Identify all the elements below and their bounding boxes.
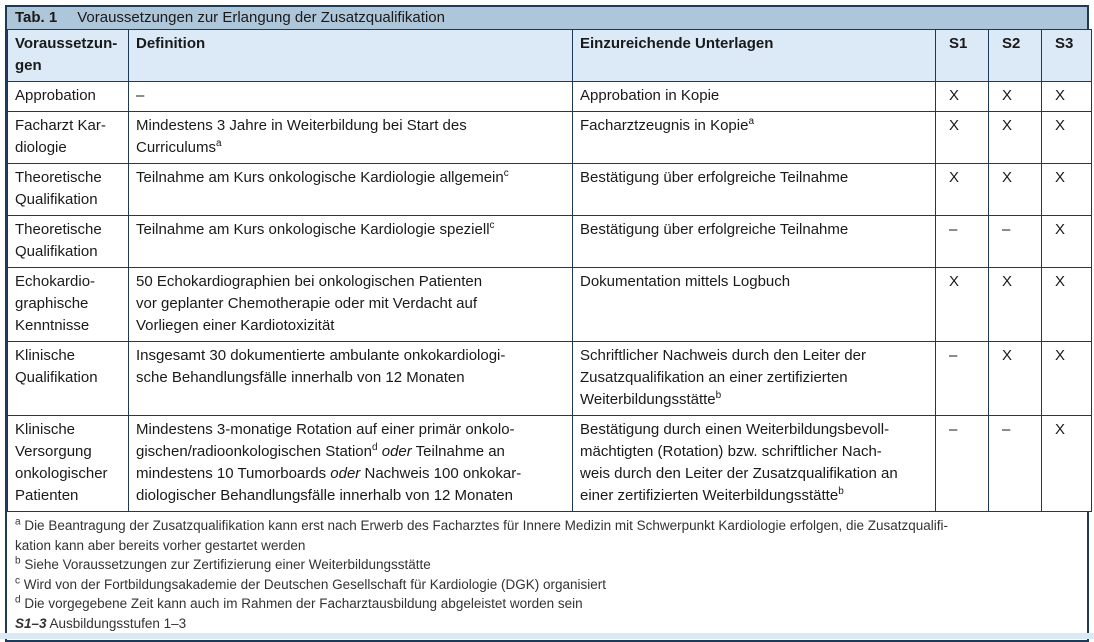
cell-s3-mark: X xyxy=(1042,164,1092,216)
footnotes xyxy=(7,512,1087,640)
table-body xyxy=(8,82,1092,512)
cell-s2-mark: X xyxy=(989,342,1042,416)
cell-s2-mark: X xyxy=(989,268,1042,342)
cell-voraussetzung: Approbation xyxy=(8,82,129,112)
cell-s3-mark: X xyxy=(1042,268,1092,342)
requirements-table xyxy=(7,29,1092,512)
cell-s1-mark: – xyxy=(936,416,989,512)
bottom-strip xyxy=(0,633,1094,639)
cell-definition: Mindestens 3 Jahre in Weiterbildung bei Start des Curriculums$^a$ xyxy=(129,112,573,164)
column-header-voraussetzungen: Voraussetzun- gen xyxy=(8,30,129,82)
cell-voraussetzung: Klinische Qualifikation xyxy=(8,342,129,416)
table-row xyxy=(8,216,1092,268)
cell-s1-mark: X xyxy=(936,268,989,342)
cell-voraussetzung: Echokardio- graphische Kenntnisse xyxy=(8,268,129,342)
cell-definition: Mindestens 3-monatige Rotation auf einer primär onkolo- gischen/radioonkologischen Station$^d$ oder Teilnahme an mindestens 10 Tumorboards oder Nachweis 100 onkokar- diologischer Behandlungsfälle innerhalb von 12 Monaten xyxy=(129,416,573,512)
column-header-definition: Definition xyxy=(129,30,573,82)
cell-s1-mark: – xyxy=(936,342,989,416)
cell-s1-mark: X xyxy=(936,112,989,164)
cell-s1-mark: – xyxy=(936,216,989,268)
table-row xyxy=(8,416,1092,512)
cell-unterlagen: Bestätigung durch einen Weiterbildungsbevoll- mächtigten (Rotation) bzw. schriftlicher Nach- weis durch den Leiter der Zusatzqualifikation an einer zertifizierten Weiterbildungsstätte$^b$ xyxy=(573,416,936,512)
cell-s3-mark: X xyxy=(1042,416,1092,512)
cell-definition: – xyxy=(129,82,573,112)
column-header-s3: S3 xyxy=(1042,30,1092,82)
footnote: $^d$ Die vorgegebene Zeit kann auch im Rahmen der Facharztausbildung abgeleistet worden sein xyxy=(15,594,583,611)
cell-unterlagen: Dokumentation mittels Logbuch xyxy=(573,268,936,342)
cell-unterlagen: Bestätigung über erfolgreiche Teilnahme xyxy=(573,164,936,216)
table-title: Voraussetzungen zur Erlangung der Zusatzqualifikation xyxy=(77,9,445,26)
cell-s2-mark: X xyxy=(989,164,1042,216)
cell-definition: Teilnahme am Kurs onkologische Kardiologie allgemein$^c$ xyxy=(129,164,573,216)
cell-s2-mark: – xyxy=(989,416,1042,512)
table-row xyxy=(8,82,1092,112)
cell-definition: 50 Echokardiographien bei onkologischen Patienten vor geplanter Chemotherapie oder mit Verdacht auf Vorliegen einer Kardiotoxizität xyxy=(129,268,573,342)
table-row xyxy=(8,164,1092,216)
footnote: $^a$ Die Beantragung der Zusatzqualifikation kann erst nach Erwerb des Facharztes für Innere Medizin mit Schwerpunkt Kardiologie erfolgen, die Zusatzqualifi- kation kann aber bereits vorher gestartet werden xyxy=(15,516,949,553)
cell-voraussetzung: Theoretische Qualifikation xyxy=(8,216,129,268)
cell-s2-mark: – xyxy=(989,216,1042,268)
column-header-s1: S1 xyxy=(936,30,989,82)
cell-unterlagen: Approbation in Kopie xyxy=(573,82,936,112)
cell-s1-mark: X xyxy=(936,164,989,216)
cell-voraussetzung: Klinische Versorgung onkologischer Patienten xyxy=(8,416,129,512)
column-header-s2: S2 xyxy=(989,30,1042,82)
table-row xyxy=(8,112,1092,164)
cell-unterlagen: Schriftlicher Nachweis durch den Leiter der Zusatzqualifikation an einer zertifizierten Weiterbildungsstätte$^b$ xyxy=(573,342,936,416)
cell-voraussetzung: Theoretische Qualifikation xyxy=(8,164,129,216)
cell-s3-mark: X xyxy=(1042,112,1092,164)
cell-voraussetzung: Facharzt Kar- diologie xyxy=(8,112,129,164)
cell-s3-mark: X xyxy=(1042,216,1092,268)
table-header-row xyxy=(8,30,1092,82)
cell-s1-mark: X xyxy=(936,82,989,112)
column-header-unterlagen: Einzureichende Unterlagen xyxy=(573,30,936,82)
table-1-container xyxy=(5,5,1089,642)
footnote: $^b$ Siehe Voraussetzungen zur Zertifizierung einer Weiterbildungsstätte xyxy=(15,555,431,572)
table-row xyxy=(8,268,1092,342)
cell-unterlagen: Facharztzeugnis in Kopie$^a$ xyxy=(573,112,936,164)
footnote: $^c$ Wird von der Fortbildungsakademie der Deutschen Gesellschaft für Kardiologie (DGK) organisiert xyxy=(15,575,607,592)
cell-definition: Teilnahme am Kurs onkologische Kardiologie speziell$^c$ xyxy=(129,216,573,268)
cell-definition: Insgesamt 30 dokumentierte ambulante onkokardiologi- sche Behandlungsfälle innerhalb von 12 Monaten xyxy=(129,342,573,416)
cell-unterlagen: Bestätigung über erfolgreiche Teilnahme xyxy=(573,216,936,268)
cell-s2-mark: X xyxy=(989,82,1042,112)
cell-s2-mark: X xyxy=(989,112,1042,164)
table-number: Tab. 1 xyxy=(15,9,58,26)
table-row xyxy=(8,342,1092,416)
footnote: S1–3 Ausbildungsstufen 1–3 xyxy=(15,615,187,631)
cell-s3-mark: X xyxy=(1042,342,1092,416)
cell-s3-mark: X xyxy=(1042,82,1092,112)
table-caption xyxy=(7,7,1087,29)
